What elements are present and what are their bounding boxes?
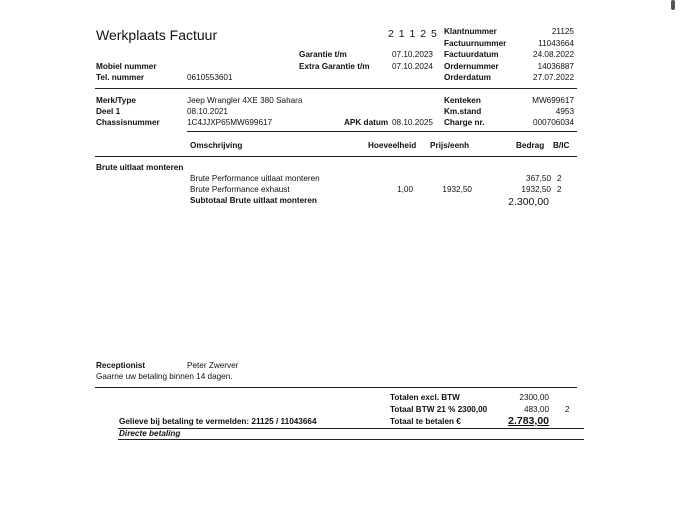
- invoice-date: 24.08.2022: [533, 50, 574, 59]
- table-row-amount: 367,50: [525, 174, 551, 183]
- phone-value: 0610553601: [187, 73, 233, 82]
- table-row-description: Brute Performance exhaust: [190, 185, 290, 194]
- plate-label: Kenteken: [444, 96, 481, 105]
- divider: [118, 428, 584, 429]
- subtotal-label: Subtotaal Brute uitlaat monteren: [190, 196, 317, 205]
- invoice-title: Werkplaats Factuur: [96, 27, 218, 43]
- col-amount-header: Bedrag: [516, 141, 545, 150]
- table-row-unit-price: 1932,50: [442, 185, 472, 194]
- km-value: 4953: [555, 107, 574, 116]
- payment-note: Gaarne uw betaling binnen 14 dagen.: [96, 372, 233, 381]
- make-label: Merk/Type: [96, 96, 136, 105]
- total-pay-value: 2.783,00: [508, 415, 549, 427]
- order-no-label: Ordernummer: [444, 62, 499, 71]
- apk-label: APK datum: [344, 118, 389, 127]
- batch-value: 000706034: [533, 118, 574, 127]
- order-date: 27.07.2022: [533, 73, 574, 82]
- invoice-big-number: 2 1 1 2 5: [388, 28, 438, 40]
- divider: [95, 387, 577, 388]
- subtotal-value: 2.300,00: [508, 196, 549, 208]
- vat-code: 2: [565, 405, 570, 414]
- phone-label: Tel. nummer: [96, 73, 145, 82]
- direct-payment: Directe betaling: [119, 429, 181, 438]
- invoice-no: 11043664: [538, 39, 574, 48]
- col-description-header: Omschrijving: [190, 141, 243, 150]
- total-excl-label: Totalen excl. BTW: [390, 393, 460, 402]
- vat-amount: 483,00: [523, 405, 549, 414]
- plate-value: MW699617: [532, 96, 574, 105]
- make-value: Jeep Wrangler 4XE 380 Sahara: [187, 96, 303, 105]
- section-title: Brute uitlaat monteren: [96, 163, 184, 172]
- invoice-date-label: Factuurdatum: [444, 50, 499, 59]
- part1-value: 08.10.2021: [187, 107, 228, 116]
- scrollbar-thumb[interactable]: [671, 0, 675, 10]
- batch-label: Charge nr.: [444, 118, 485, 127]
- customer-no: 21125: [551, 27, 574, 36]
- order-no: 14036887: [537, 62, 574, 71]
- chassis-value: 1C4JJXP65MW699617: [187, 118, 273, 127]
- mobile-label: Mobiel nummer: [96, 62, 157, 71]
- table-row-vat: 2: [557, 185, 562, 194]
- col-unit-price-header: Prijs/eenh: [430, 141, 470, 150]
- km-label: Km.stand: [444, 107, 482, 116]
- divider: [95, 156, 577, 157]
- warranty-date: 07.10.2023: [392, 50, 433, 59]
- part1-label: Deel 1: [96, 107, 121, 116]
- divider: [95, 88, 577, 89]
- table-row-description: Brute Performance uitlaat monteren: [190, 174, 320, 183]
- receptionist-label: Receptionist: [96, 361, 146, 370]
- table-row-vat: 2: [557, 174, 562, 183]
- reference-note: Gelieve bij betaling te vermelden: 21125 / 11043664: [119, 417, 317, 426]
- chassis-label: Chassisnummer: [96, 118, 160, 127]
- divider: [118, 439, 584, 440]
- vat-label: Totaal BTW 21 % 2300,00: [390, 405, 488, 414]
- customer-no-label: Klantnummer: [444, 27, 497, 36]
- col-quantity-header: Hoeveelheid: [368, 141, 417, 150]
- apk-date: 08.10.2025: [392, 118, 433, 127]
- divider: [187, 131, 577, 132]
- total-excl-value: 2300,00: [519, 393, 549, 402]
- invoice-no-label: Factuurnummer: [444, 39, 507, 48]
- col-vat-header: B/IC: [553, 141, 570, 150]
- extra-warranty-label: Extra Garantie t/m: [299, 62, 370, 71]
- table-row-quantity: 1,00: [397, 185, 413, 194]
- warranty-label: Garantie t/m: [299, 50, 347, 59]
- order-date-label: Orderdatum: [444, 73, 491, 82]
- table-row-amount: 1932,50: [521, 185, 551, 194]
- receptionist-name: Peter Zwerver: [187, 361, 239, 370]
- extra-warranty-date: 07.10.2024: [392, 62, 433, 71]
- total-pay-label: Totaal te betalen €: [390, 417, 461, 426]
